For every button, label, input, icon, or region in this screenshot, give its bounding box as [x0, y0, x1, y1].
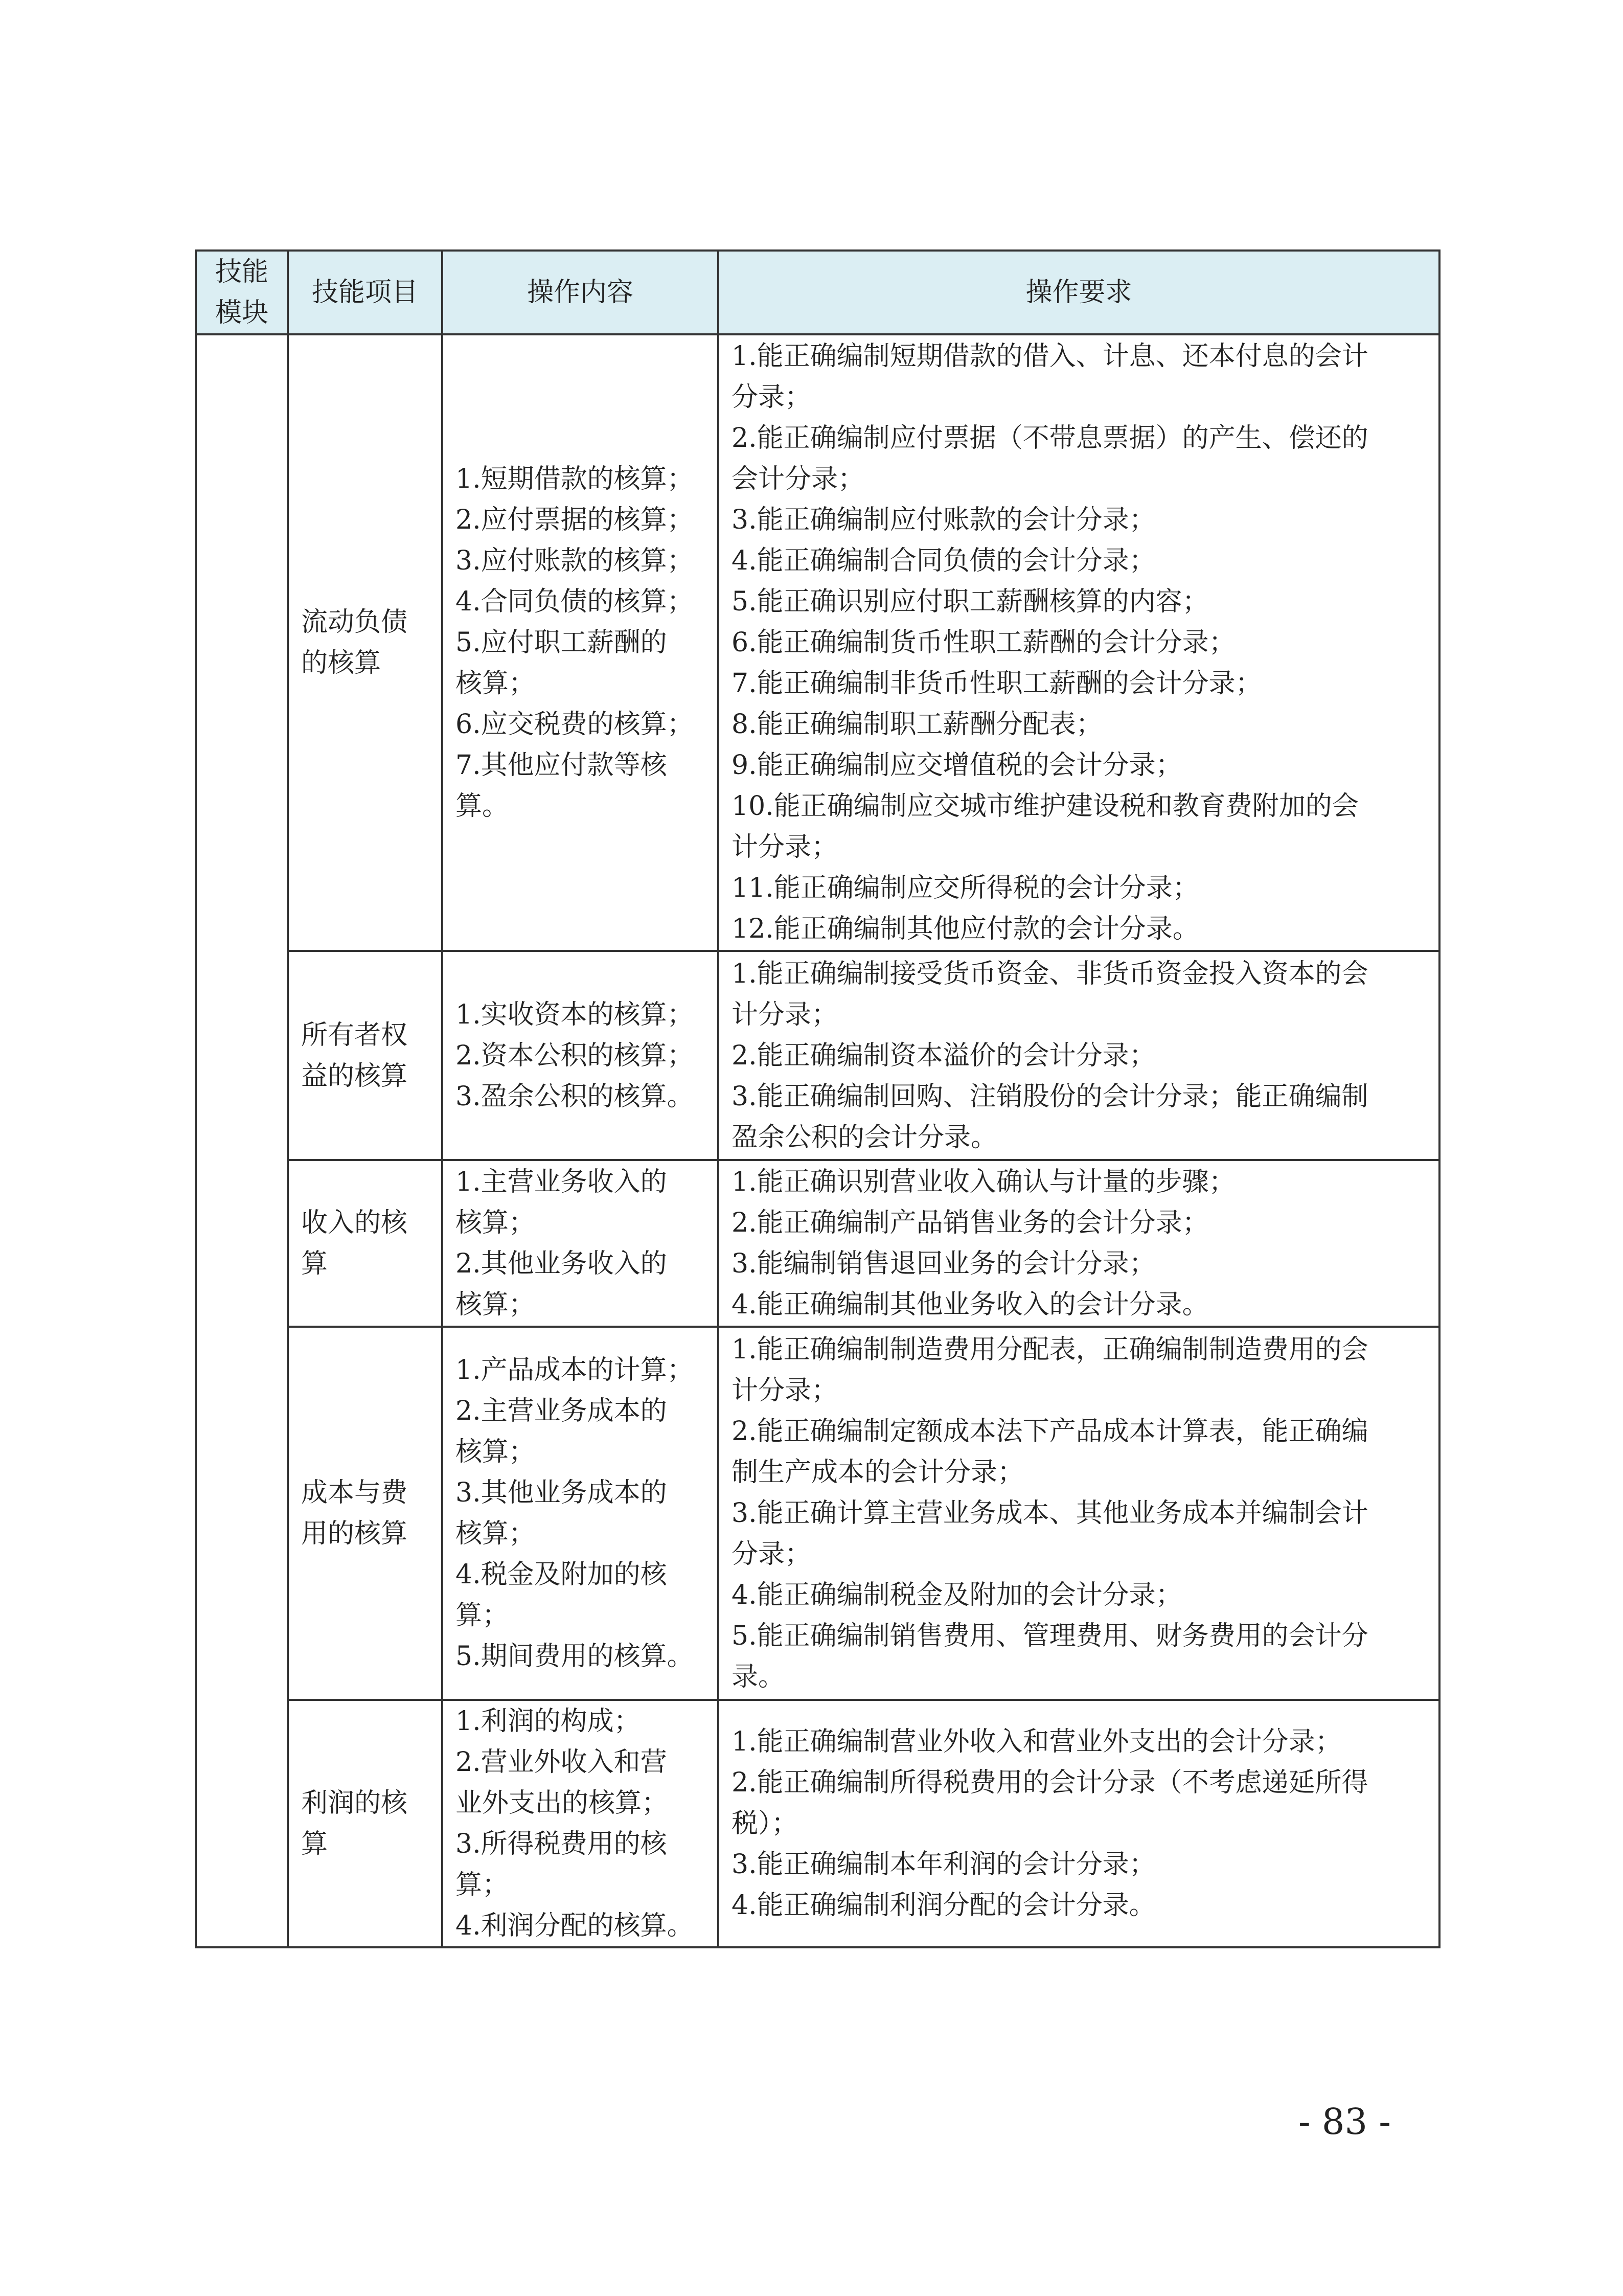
table-row [196, 334, 1439, 951]
operation-requirements-cell: 1.能正确编制接受货币资金、非货币资金投入资本的会 计分录； 2.能正确编制资本溢价的会计分录； 3.能正确编制回购、注销股份的会计分录；能正确编制 盈余公积的会计分录。 [718, 951, 1439, 1160]
operation-requirements-cell: 1.能正确编制营业外收入和营业外支出的会计分录； 2.能正确编制所得税费用的会计分录（不考虑递延所得 税）； 3.能正确编制本年利润的会计分录； 4.能正确编制利润分配的会计分录。 [718, 1700, 1439, 1947]
header-operation-requirements: 操作要求 [718, 251, 1439, 334]
operation-content-cell: 1.主营业务收入的 核算； 2.其他业务收入的 核算； [442, 1160, 718, 1327]
table-row [196, 1160, 1439, 1327]
operation-content-cell: 1.利润的构成； 2.营业外收入和营 业外支出的核算； 3.所得税费用的核 算； 4.利润分配的核算。 [442, 1700, 718, 1947]
table-header-row [196, 251, 1439, 334]
skill-item-cell: 利润的核 算 [288, 1700, 442, 1947]
table-row [196, 1700, 1439, 1947]
table-row [196, 951, 1439, 1160]
operation-content-cell: 1.产品成本的计算； 2.主营业务成本的 核算； 3.其他业务成本的 核算； 4.税金及附加的核 算； 5.期间费用的核算。 [442, 1327, 718, 1700]
skill-item-cell: 所有者权 益的核算 [288, 951, 442, 1160]
skill-item-cell: 流动负债 的核算 [288, 334, 442, 951]
table-row [196, 1327, 1439, 1700]
skill-item-cell: 收入的核 算 [288, 1160, 442, 1327]
header-operation-content: 操作内容 [442, 251, 718, 334]
operation-content-cell: 1.短期借款的核算； 2.应付票据的核算； 3.应付账款的核算； 4.合同负债的核算； 5.应付职工薪酬的 核算； 6.应交税费的核算； 7.其他应付款等核 算。 [442, 334, 718, 951]
operation-content-cell: 1.实收资本的核算； 2.资本公积的核算； 3.盈余公积的核算。 [442, 951, 718, 1160]
operation-requirements-cell: 1.能正确编制制造费用分配表，正确编制制造费用的会 计分录； 2.能正确编制定额成本法下产品成本计算表，能正确编 制生产成本的会计分录； 3.能正确计算主营业务成本、其他业务成本并编制会计 分录； 4.能正确编制税金及附加的会计分录； 5.能正确编制销售费用、管理费用、财务费用的会计分 录。 [718, 1327, 1439, 1700]
operation-requirements-cell: 1.能正确识别营业收入确认与计量的步骤； 2.能正确编制产品销售业务的会计分录； 3.能编制销售退回业务的会计分录； 4.能正确编制其他业务收入的会计分录。 [718, 1160, 1439, 1327]
header-skill-item: 技能项目 [288, 251, 442, 334]
operation-requirements-cell: 1.能正确编制短期借款的借入、计息、还本付息的会计 分录； 2.能正确编制应付票据（不带息票据）的产生、偿还的 会计分录； 3.能正确编制应付账款的会计分录； 4.能正确编制合同负债的会计分录； 5.能正确识别应付职工薪酬核算的内容； 6.能正确编制货币性职工薪酬的会计分录； 7.能正确编制非货币性职工薪酬的会计分录； 8.能正确编制职工薪酬分配表； 9.能正确编制应交增值税的会计分录； 10.能正确编制应交城市维护建设税和教育费附加的会 计分录； 11.能正确编制应交所得税的会计分录； 12.能正确编制其他应付款的会计分录。 [718, 334, 1439, 951]
skill-item-cell: 成本与费 用的核算 [288, 1327, 442, 1700]
skills-table [195, 249, 1441, 1948]
page-number: - 83 - [1298, 2101, 1391, 2143]
skill-module-cell [196, 334, 288, 1947]
header-skill-module: 技能 模块 [196, 251, 288, 334]
